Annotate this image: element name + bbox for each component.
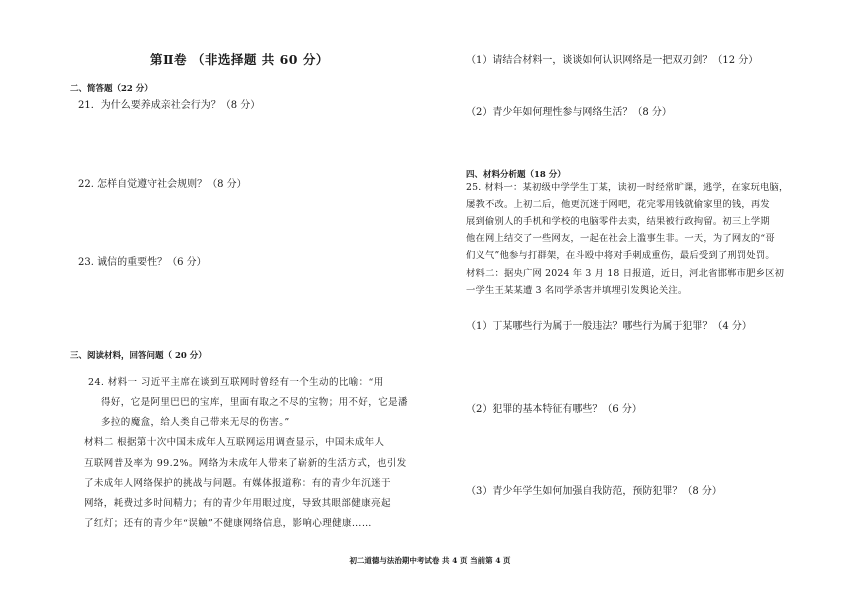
q25-line: 25. 材料一：某初级中学学生丁某，读初一时经常旷课，逃学，在家玩电脑， [466, 182, 789, 193]
question-25-2: （2）犯罪的基本特征有哪些？（6 分） [466, 404, 642, 415]
q24-line: 网络，耗费过多时间精力；有的青少年用眼过度，导致其眼部健康亮起 [84, 498, 391, 509]
question-24-2: （2）青少年如何理性参与网络生活？（8 分） [466, 107, 672, 118]
section-heading-short-answer: 二、简答题（22 分） [70, 84, 153, 94]
page-title: 第Ⅱ卷 （非选择题 共 60 分） [150, 52, 329, 67]
q25-line: 们义气”他参与打群架，在斗殴中将对手刺成重伤，最后受到了刑罚处罚。 [466, 250, 775, 261]
q24-line: 了未成年人网络保护的挑战与问题。有媒体报道称：有的青少年沉迷于 [84, 478, 391, 489]
section-heading-reading: 三、阅读材料，回答问题（ 20 分） [70, 351, 207, 361]
question-22: 22. 怎样自觉遵守社会规则？（8 分） [78, 179, 247, 190]
question-25-3: （3）青少年学生如何加强自我防范，预防犯罪？（8 分） [466, 486, 722, 497]
q24-line: 多拉的魔盒，给人类自己带来无尽的伤害。” [101, 417, 290, 428]
page-footer: 初二道德与法治期中考试卷 共 4 页 当前第 4 页 [349, 556, 511, 565]
q24-line: 24. 材料一 习近平主席在谈到互联网时曾经有一个生动的比喻：“用 [88, 377, 384, 388]
q24-line: 材料二 根据第十次中国未成年人互联网运用调查显示，中国未成年人 [84, 437, 385, 448]
q25-line: 他在网上结交了一些网友，一起在社会上滥事生非。一天，为了网友的“哥 [466, 233, 775, 244]
q24-line: 得好，它是阿里巴巴的宝库，里面有取之不尽的宝物；用不好，它是潘 [101, 397, 408, 408]
q24-line: 了红灯；还有的青少年“误触”不健康网络信息，影响心理健康…… [84, 518, 372, 529]
q25-line: 屡教不改。上初二后，他更沉迷于网吧，花完零用钱就偷家里的钱，再发 [466, 199, 770, 210]
material2-line: 材料二：据央广网 2024 年 3 月 18 日报道，近日，河北省邯郸市肥乡区初 [466, 268, 785, 279]
question-23: 23. 诚信的重要性？（6 分） [78, 257, 207, 268]
q25-line: 展到偷别人的手机和学校的电脑零件去卖，结果被行政拘留。初三上学期 [466, 216, 770, 227]
question-24-1: （1）请结合材料一，谈谈如何认识网络是一把双刃剑？（12 分） [466, 55, 759, 66]
q24-line: 互联网普及率为 99.2%。网络为未成年人带来了崭新的生活方式，也引发 [84, 458, 407, 469]
question-25-1: （1）丁某哪些行为属于一般违法？哪些行为属于犯罪？（4 分） [466, 321, 752, 332]
question-21: 21．为什么要养成亲社会行为？（8 分） [78, 100, 261, 111]
material2-line: 一学生王某某遭 3 名同学杀害并填埋引发舆论关注。 [466, 285, 688, 296]
section-heading-analysis: 四、材料分析题（18 分） [466, 170, 566, 180]
